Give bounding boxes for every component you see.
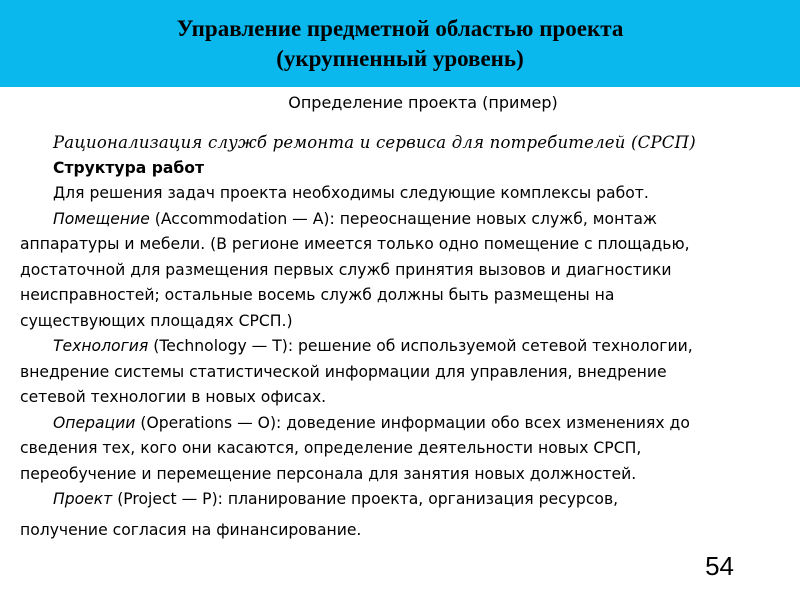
term-project: Проект <box>53 490 113 508</box>
code-technology: (Technology — T): <box>148 337 294 355</box>
desc-line: сведения тех, кого они касаются, определение деятельности новых СРСП, <box>20 439 642 457</box>
term-technology: Технология <box>53 337 149 355</box>
term-operations: Операции <box>53 413 136 432</box>
work-item-project <box>20 487 790 513</box>
slide-subtitle: Определение проекта (пример) <box>288 93 558 112</box>
desc-line: доведение информации обо всех изменениях до <box>281 413 690 432</box>
desc-line: решение об используемой сетевой технологии, <box>293 337 693 355</box>
desc-line: достаточной для размещения первых служб принятия вызовов и диагностики <box>20 260 672 279</box>
work-item-accommodation <box>20 207 790 233</box>
desc-line: существующих площадях СРСП.) <box>20 311 293 330</box>
code-accommodation: (Accommodation — A): <box>149 209 335 228</box>
work-item-operations <box>20 411 790 437</box>
slide-title-line-1: Управление предметной областью проекта <box>176 15 624 41</box>
code-operations: (Operations — O): <box>135 413 282 432</box>
desc-line: внедрение системы статистической информации для управления, внедрение <box>20 362 667 381</box>
desc-line: переоснащение новых служб, монтаж <box>334 209 657 228</box>
slide-title-line-2: (укрупненный уровень) <box>276 45 524 71</box>
title-banner <box>0 0 800 87</box>
section-heading: Структура работ <box>53 158 205 177</box>
desc-line: переобучение и перемещение персонала для занятия новых должностей. <box>20 464 637 483</box>
project-title: Рационализация служб ремонта и сервиса для потребителей (СРСП) <box>53 133 696 152</box>
work-item-technology <box>20 334 790 360</box>
term-accommodation: Помещение <box>53 209 150 228</box>
desc-line: неисправностей; остальные восемь служб должны быть размещены на <box>20 286 615 304</box>
desc-line: сетевой технологии в новых офисах. <box>20 388 327 406</box>
page-number: 54 <box>705 551 734 581</box>
slide-body <box>20 130 790 543</box>
desc-line: аппаратуры и мебели. (В регионе имеется только одно помещение с площадью, <box>20 235 690 253</box>
code-project: (Project — P): <box>112 490 223 508</box>
desc-line: планирование проекта, организация ресурсов, <box>222 490 619 508</box>
desc-line: получение согласия на финансирование. <box>20 520 362 539</box>
intro-text: Для решения задач проекта необходимы следующие комплексы работ. <box>53 184 649 202</box>
